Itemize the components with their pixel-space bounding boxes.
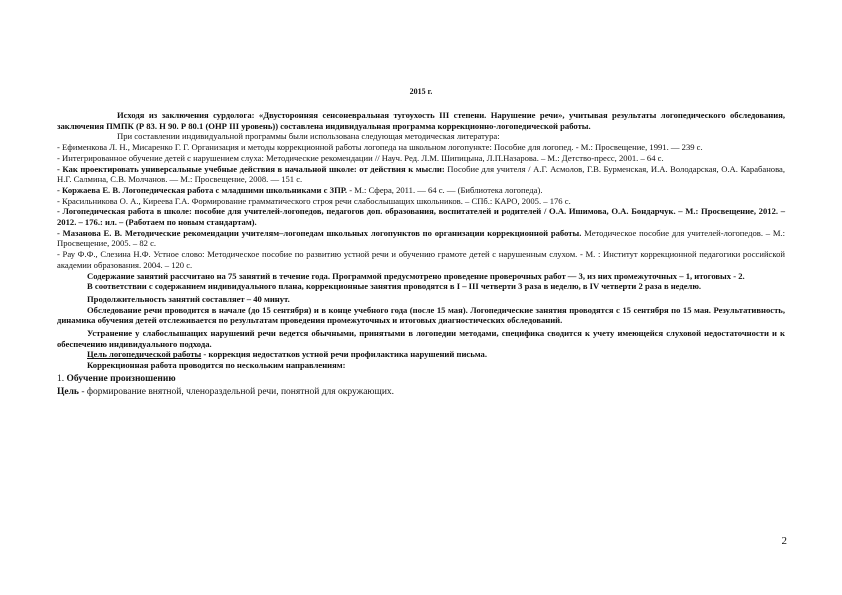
literature-item-details: Методическое пособие для учителей-логопедов. – М.: Просвещение, 2005. – 82 с. bbox=[57, 227, 785, 249]
literature-item: - Красильникова О. А., Киреева Г.А. Формирование грамматического строя речи слабослышащих школьников. – СПб.: КАРО, 2005. – 176 с. bbox=[57, 195, 571, 206]
goal-text: - коррекция недостатков устной речи профилактика нарушений письма. bbox=[201, 349, 487, 360]
literature-item: - Ефименкова Л. Н., Мисаренко Г. Г. Организация и методы коррекционной работы логопеда на школьном логопункте: Пособие для логопед. ‑ М.: Просвещение, 1991. — 239 с. bbox=[57, 142, 703, 153]
goal-paragraph bbox=[57, 349, 785, 360]
page-number: 2 bbox=[781, 535, 787, 547]
literature-item-title: - Коржаева Е. В. Логопедическая работа с младшими школьниками с ЗПР. bbox=[57, 184, 348, 195]
literature-item: - Рау Ф.Ф., Слезина Н.Ф. Устное слово: Методическое пособие по развитию устной речи и обучению грамоте детей с нарушенным слухом. - М. : Институт коррекционной педагогики российской академии образования. 2004. – 120 с. bbox=[57, 249, 785, 270]
exam-paragraph: Обследование речи проводится в начале (до 15 сентября) и в конце учебного года (после 15 мая). Логопедические занятия проводятся с 15 сентября по 15 мая. Результативность, динамика обучения детей отслеживается по результатам проведения промежуточных и итоговых диагностических обследований. bbox=[57, 304, 785, 326]
intro-paragraph: Исходя из заключения сурдолога: «Двусторонняя сенсоневральная тугоухость III степени. Нарушение речи», учитывая результаты логопедического обследования, заключения ПМПК (Р 83. Н 90. Р 80.1 (ОНР III уровень)) составлена индивидуальная программа коррекционно-логопедической работы. bbox=[57, 110, 785, 131]
literature-item-details: - М.: Сфера, 2011. — 64 с. — (Библиотека логопеда). bbox=[347, 184, 543, 195]
literature-item-details: Пособие для учителя / А.Г. Асмолов, Г.В. Бурменская, И.А. Володарская, О.А. Карабанова, Н.Г. Салмина, С.В. Молчанов. — М.: Просвещение, 2008. — 151 с. bbox=[57, 163, 786, 185]
aim-label: Цель bbox=[57, 386, 79, 397]
duration-paragraph: Продолжительность занятий составляет – 40 минут. bbox=[87, 293, 290, 304]
directions-paragraph: Коррекционная работа проводится по нескольким направлениям: bbox=[87, 360, 346, 371]
literature-item bbox=[57, 164, 785, 185]
literature-item: - Интегрированное обучение детей с нарушением слуха: Методические рекомендации // Науч. Ред. Л.М. Шипицына, Л.П.Назарова. – М.: Детство-пресс, 2001. – 64 с. bbox=[57, 152, 664, 163]
literature-item bbox=[57, 228, 785, 249]
literature-item bbox=[57, 185, 785, 196]
year-heading: 2015 г. bbox=[409, 87, 433, 96]
literature-item: - Логопедическая работа в школе: пособие для учителей-логопедов, педагогов доп. образования, воспитателей и родителей / О.А. Ишимова, О.А. Бондарчук. – М.: Просвещение, 2012. – 2012. – 176.: ил. – (Работаем по новым стандартам). bbox=[57, 206, 785, 228]
plan-paragraph: В соответствии с содержанием индивидуального плана, коррекционные занятия проводятся в I – III четверти 3 раза в неделю, в IV четверти 2 раза в неделю. bbox=[87, 281, 702, 292]
aim-text: - формирование внятной, членораздельной речи, понятной для окружающих. bbox=[78, 386, 395, 397]
literature-intro: При составлении индивидуальной программы были использована следующая методическая литература: bbox=[117, 131, 500, 142]
section-heading bbox=[57, 374, 785, 385]
document-body bbox=[57, 110, 785, 397]
method-paragraph: Устранение у слабослышащих нарушений речи ведется обычными, принятыми в логопедии методами, специфика сводится к учету имеющейся слуховой недостаточности и к обеспечению индивидуального подхода. bbox=[57, 328, 785, 349]
aim-paragraph bbox=[57, 387, 785, 398]
literature-item-title: - Как проектировать универсальные учебные действия в начальной школе: от действия к мысли: bbox=[57, 163, 445, 174]
section-title: Обучение произношению bbox=[66, 373, 176, 384]
literature-item-title: - Мазанова Е. В. Методические рекомендации учителям–логопедам школьных логопунктов по организации коррекционной работы. bbox=[57, 227, 582, 238]
content-paragraph: Содержание занятий рассчитано на 75 занятий в течение года. Программой предусмотрено проведение проверочных работ — 3, из них промежуточных – 1, итоговых - 2. bbox=[87, 270, 745, 281]
section-number: 1. bbox=[57, 373, 65, 384]
goal-label: Цель логопедической работы bbox=[87, 349, 202, 360]
